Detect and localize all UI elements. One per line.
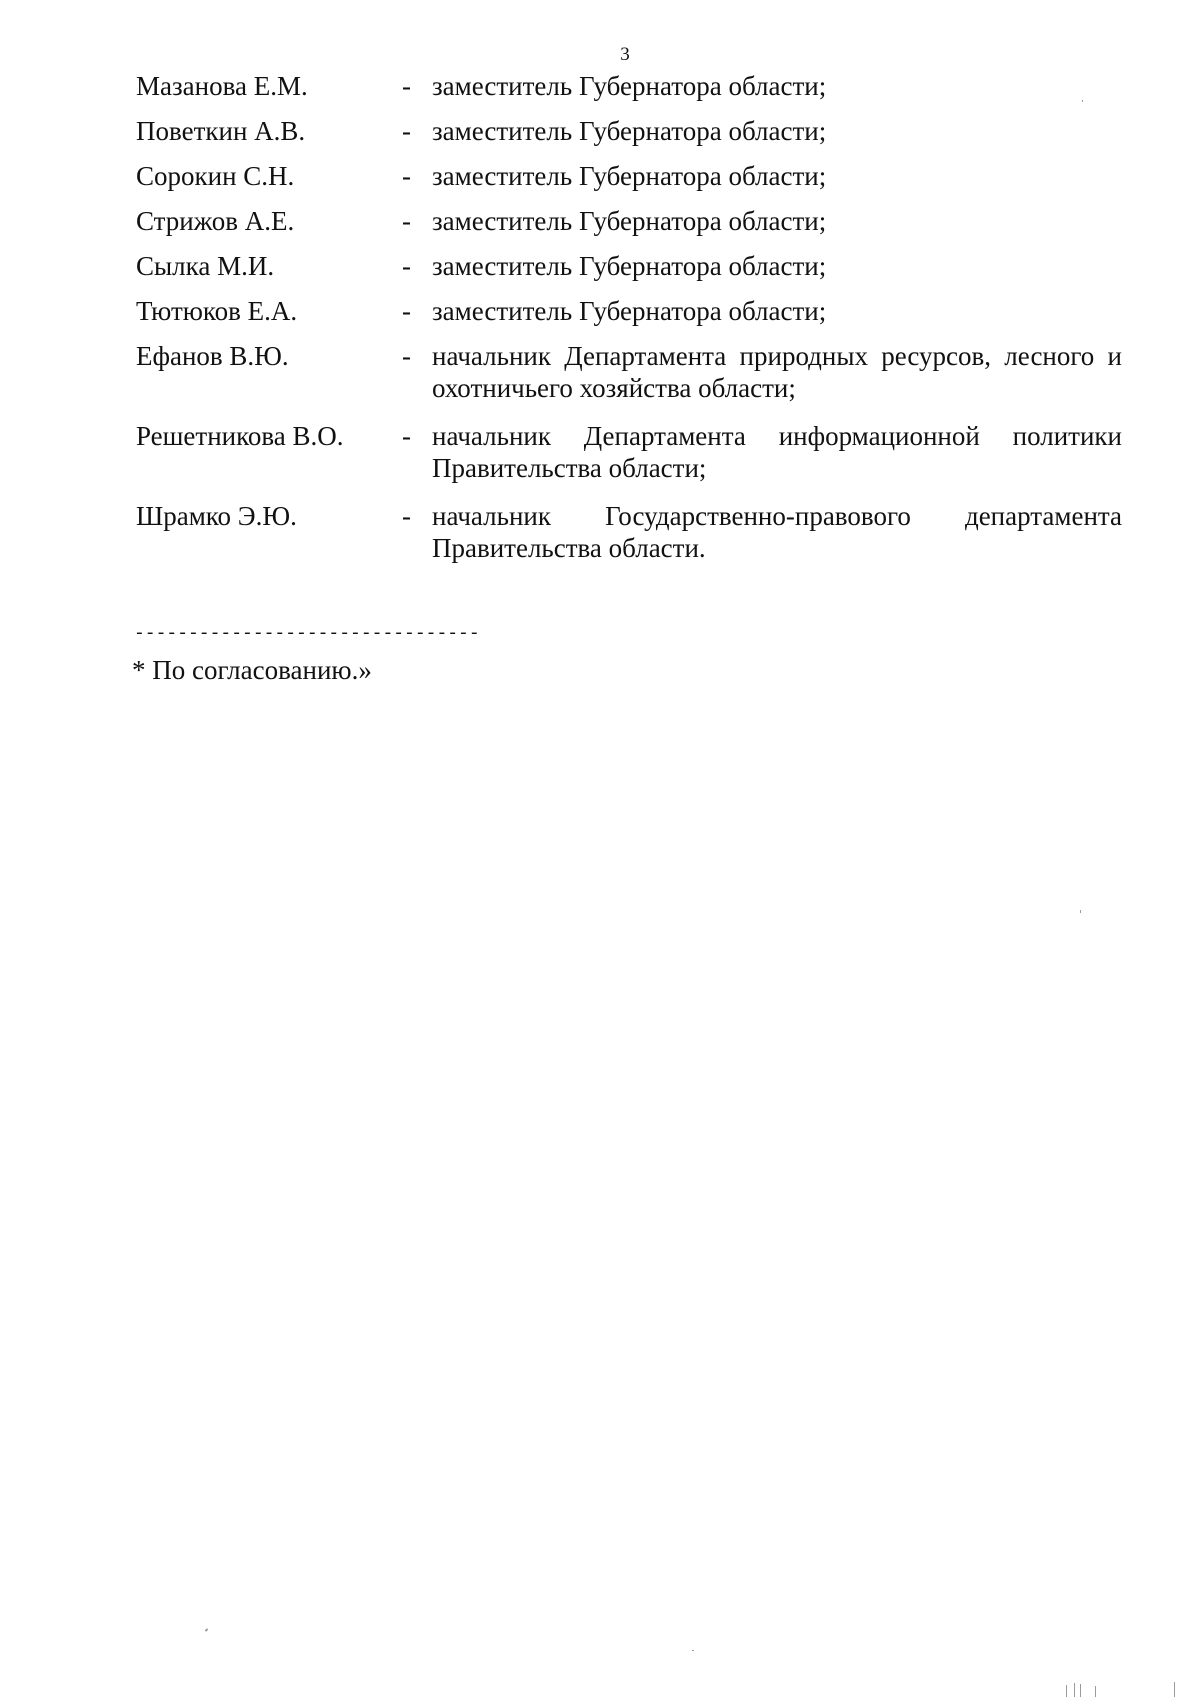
member-row <box>136 160 1122 192</box>
scan-speck <box>692 1650 694 1651</box>
scan-edge-mark <box>1080 1684 1081 1697</box>
member-dash: - <box>402 421 411 451</box>
member-dash: - <box>402 71 411 101</box>
member-dash: - <box>402 501 411 531</box>
scan-edge-mark <box>1095 1686 1096 1697</box>
scan-speck <box>205 1628 209 1631</box>
scan-edge-mark <box>1174 1682 1175 1697</box>
member-role: заместитель Губернатора области; <box>432 251 827 281</box>
footnote-rule: -------------------------------- <box>134 624 480 644</box>
member-dash: - <box>402 341 411 371</box>
member-dash: - <box>402 251 411 281</box>
member-role: начальник Государственно-правового департамента Правительства области. <box>432 501 1122 563</box>
member-name: Сорокин С.Н. <box>136 161 295 191</box>
member-role: заместитель Губернатора области; <box>432 296 827 326</box>
member-row <box>136 420 1122 484</box>
members-list <box>136 70 1122 564</box>
member-name: Ефанов В.Ю. <box>136 341 289 371</box>
member-row <box>136 70 1122 102</box>
member-role: начальник Департамента информационной политики Правительства области; <box>432 421 1122 483</box>
page-number: 3 <box>620 44 630 65</box>
member-role: заместитель Губернатора области; <box>432 206 827 236</box>
member-dash: - <box>402 206 411 236</box>
member-name: Сылка М.И. <box>136 251 275 281</box>
scan-speck <box>1080 910 1081 913</box>
member-role: заместитель Губернатора области; <box>432 71 827 101</box>
member-name: Стрижов А.Е. <box>136 206 295 236</box>
scan-edge-mark <box>1074 1683 1075 1697</box>
member-name: Шрамко Э.Ю. <box>136 501 297 531</box>
member-role: заместитель Губернатора области; <box>432 161 827 191</box>
member-row <box>136 340 1122 404</box>
member-name: Поветкин А.В. <box>136 116 306 146</box>
member-role: начальник Департамента природных ресурсов, лесного и охотничьего хозяйства области; <box>432 341 1122 403</box>
member-role: заместитель Губернатора области; <box>432 116 827 146</box>
scan-speck <box>1082 100 1083 102</box>
member-row <box>136 205 1122 237</box>
member-row <box>136 115 1122 147</box>
member-dash: - <box>402 116 411 146</box>
scan-edge-mark <box>1066 1685 1067 1697</box>
footnote-text: * По согласованию.» <box>132 655 372 685</box>
member-dash: - <box>402 161 411 191</box>
member-row <box>136 295 1122 327</box>
member-row <box>136 500 1122 564</box>
member-name: Тютюков Е.А. <box>136 296 298 326</box>
member-name: Решетникова В.О. <box>136 421 344 451</box>
member-dash: - <box>402 296 411 326</box>
member-row <box>136 250 1122 282</box>
member-name: Мазанова Е.М. <box>136 71 308 101</box>
